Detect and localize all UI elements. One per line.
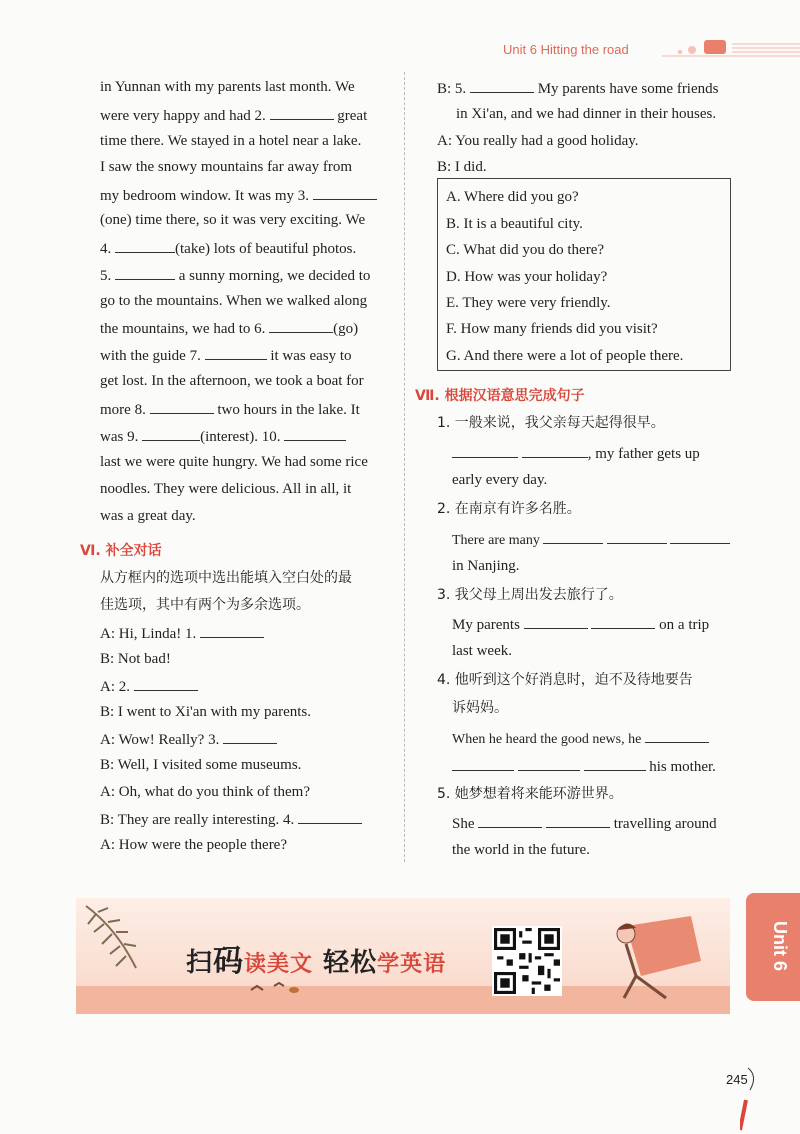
passage-line: (one) time there, so it was very exciting. We — [100, 212, 366, 228]
options-box — [437, 178, 731, 371]
option-item: E. They were very friendly. — [446, 295, 611, 311]
question-5-chinese: 5. 她梦想着将来能环游世界。 — [437, 786, 623, 802]
option-item: G. And there were a lot of people there. — [446, 348, 684, 364]
column-divider — [404, 72, 405, 862]
passage-line: the mountains, we had to 6. (go) — [100, 318, 358, 338]
dialogue-line: in Xi'an, and we had dinner in their houses. — [456, 106, 717, 122]
answer-blank[interactable] — [142, 426, 200, 441]
answer-blank[interactable] — [115, 265, 175, 280]
passage-line: in Yunnan with my parents last month. We — [100, 79, 355, 95]
passage-line: more 8. two hours in the lake. It — [100, 399, 360, 419]
dialogue-line: A: Wow! Really? 3. — [100, 729, 277, 749]
question-1-chinese: 1. 一般来说，我父亲每天起得很早。 — [437, 415, 665, 431]
passage-line: noodles. They were delicious. All in all, it — [100, 481, 352, 497]
question-2-chinese: 2. 在南京有许多名胜。 — [437, 501, 581, 517]
dialogue-line: B: I did. — [437, 159, 487, 175]
question-5-english: She travelling around — [452, 813, 717, 833]
section-7-title: Ⅶ. 根据汉语意思完成句子 — [415, 388, 585, 404]
question-2-english: There are many — [452, 529, 730, 550]
question-5-english: the world in the future. — [452, 842, 590, 858]
question-4-english: When he heard the good news, he — [452, 728, 709, 749]
answer-blank[interactable] — [518, 756, 580, 771]
passage-line: my bedroom window. It was my 3. — [100, 185, 377, 205]
section-6-instruction: 佳选项，其中有两个为多余选项。 — [100, 597, 310, 613]
answer-blank[interactable] — [645, 728, 709, 743]
passage-line: with the guide 7. it was easy to — [100, 345, 352, 365]
option-item: C. What did you do there? — [446, 242, 605, 258]
answer-blank[interactable] — [205, 345, 267, 360]
passage-line: I saw the snowy mountains far away from — [100, 159, 353, 175]
question-4-english: his mother. — [452, 756, 716, 776]
answer-blank[interactable] — [522, 443, 588, 458]
option-item: D. How was your holiday? — [446, 269, 608, 285]
answer-blank[interactable] — [470, 78, 534, 93]
question-1-english: early every day. — [452, 472, 548, 488]
answer-blank[interactable] — [607, 529, 667, 544]
birds-icon — [246, 978, 306, 998]
answer-blank[interactable] — [115, 238, 175, 253]
passage-line: 5. a sunny morning, we decided to — [100, 265, 370, 285]
answer-blank[interactable] — [452, 443, 518, 458]
dialogue-line: A: Hi, Linda! 1. — [100, 623, 264, 643]
answer-blank[interactable] — [524, 614, 588, 629]
banner-slogan: 扫码读美文 轻松学英语 — [186, 944, 447, 979]
answer-blank[interactable] — [150, 399, 214, 414]
question-1-english: , my father gets up — [452, 443, 700, 463]
answer-blank[interactable] — [298, 809, 362, 824]
section-6-title: Ⅵ. 补全对话 — [80, 543, 162, 559]
answer-blank[interactable] — [269, 318, 333, 333]
answer-blank[interactable] — [543, 529, 603, 544]
answer-blank[interactable] — [670, 529, 730, 544]
girl-illustration-icon — [596, 906, 706, 1006]
side-tab-label: Unit 6 — [770, 921, 790, 972]
answer-blank[interactable] — [584, 756, 646, 771]
passage-line: was a great day. — [100, 508, 196, 524]
question-2-english: in Nanjing. — [452, 558, 520, 574]
dialogue-line: B: They are really interesting. 4. — [100, 809, 362, 829]
dialogue-line: A: 2. — [100, 676, 198, 696]
question-4-chinese: 4. 他听到这个好消息时，迫不及待地要告 — [437, 672, 693, 688]
dialogue-line: A: How were the people there? — [100, 837, 288, 853]
answer-blank[interactable] — [134, 676, 198, 691]
option-item: B. It is a beautiful city. — [446, 216, 583, 232]
dialogue-line: B: Well, I visited some museums. — [100, 757, 302, 773]
willow-branch-icon — [76, 898, 186, 1014]
passage-line: last we were quite hungry. We had some rice — [100, 454, 368, 470]
question-4-chinese: 诉妈妈。 — [452, 700, 508, 716]
answer-blank[interactable] — [546, 813, 610, 828]
answer-blank[interactable] — [591, 614, 655, 629]
passage-line: time there. We stayed in a hotel near a lake. — [100, 133, 362, 149]
page-corner-stroke-icon — [740, 1064, 770, 1134]
passage-line: 4. (take) lots of beautiful photos. — [100, 238, 356, 258]
header-ornament-icon — [662, 38, 800, 62]
qr-promo-banner[interactable] — [76, 898, 730, 1014]
option-item: A. Where did you go? — [446, 189, 579, 205]
option-item: F. How many friends did you visit? — [446, 321, 658, 337]
answer-blank[interactable] — [452, 756, 514, 771]
unit-side-tab[interactable] — [746, 893, 800, 1001]
qr-code-icon[interactable] — [492, 926, 562, 996]
answer-blank[interactable] — [284, 426, 346, 441]
question-3-chinese: 3. 我父母上周出发去旅行了。 — [437, 587, 623, 603]
dialogue-line: B: I went to Xi'an with my parents. — [100, 704, 312, 720]
passage-line: go to the mountains. When we walked along — [100, 293, 368, 309]
answer-blank[interactable] — [313, 185, 377, 200]
passage-line: get lost. In the afternoon, we took a boat for — [100, 373, 364, 389]
section-6-instruction: 从方框内的选项中选出能填入空白处的最 — [100, 570, 352, 586]
unit-header-title: Unit 6 Hitting the road — [503, 42, 629, 57]
dialogue-line: A: You really had a good holiday. — [437, 133, 639, 149]
answer-blank[interactable] — [200, 623, 264, 638]
passage-line: was 9. (interest). 10. — [100, 426, 346, 446]
question-3-english: last week. — [452, 643, 512, 659]
answer-blank[interactable] — [223, 729, 277, 744]
dialogue-line: B: Not bad! — [100, 651, 171, 667]
dialogue-line: A: Oh, what do you think of them? — [100, 784, 310, 800]
passage-line: were very happy and had 2. great — [100, 105, 367, 125]
answer-blank[interactable] — [478, 813, 542, 828]
page-number: 245 — [726, 1072, 748, 1087]
answer-blank[interactable] — [270, 105, 334, 120]
question-3-english: My parents on a trip — [452, 614, 709, 634]
dialogue-line: B: 5. My parents have some friends — [437, 78, 718, 98]
